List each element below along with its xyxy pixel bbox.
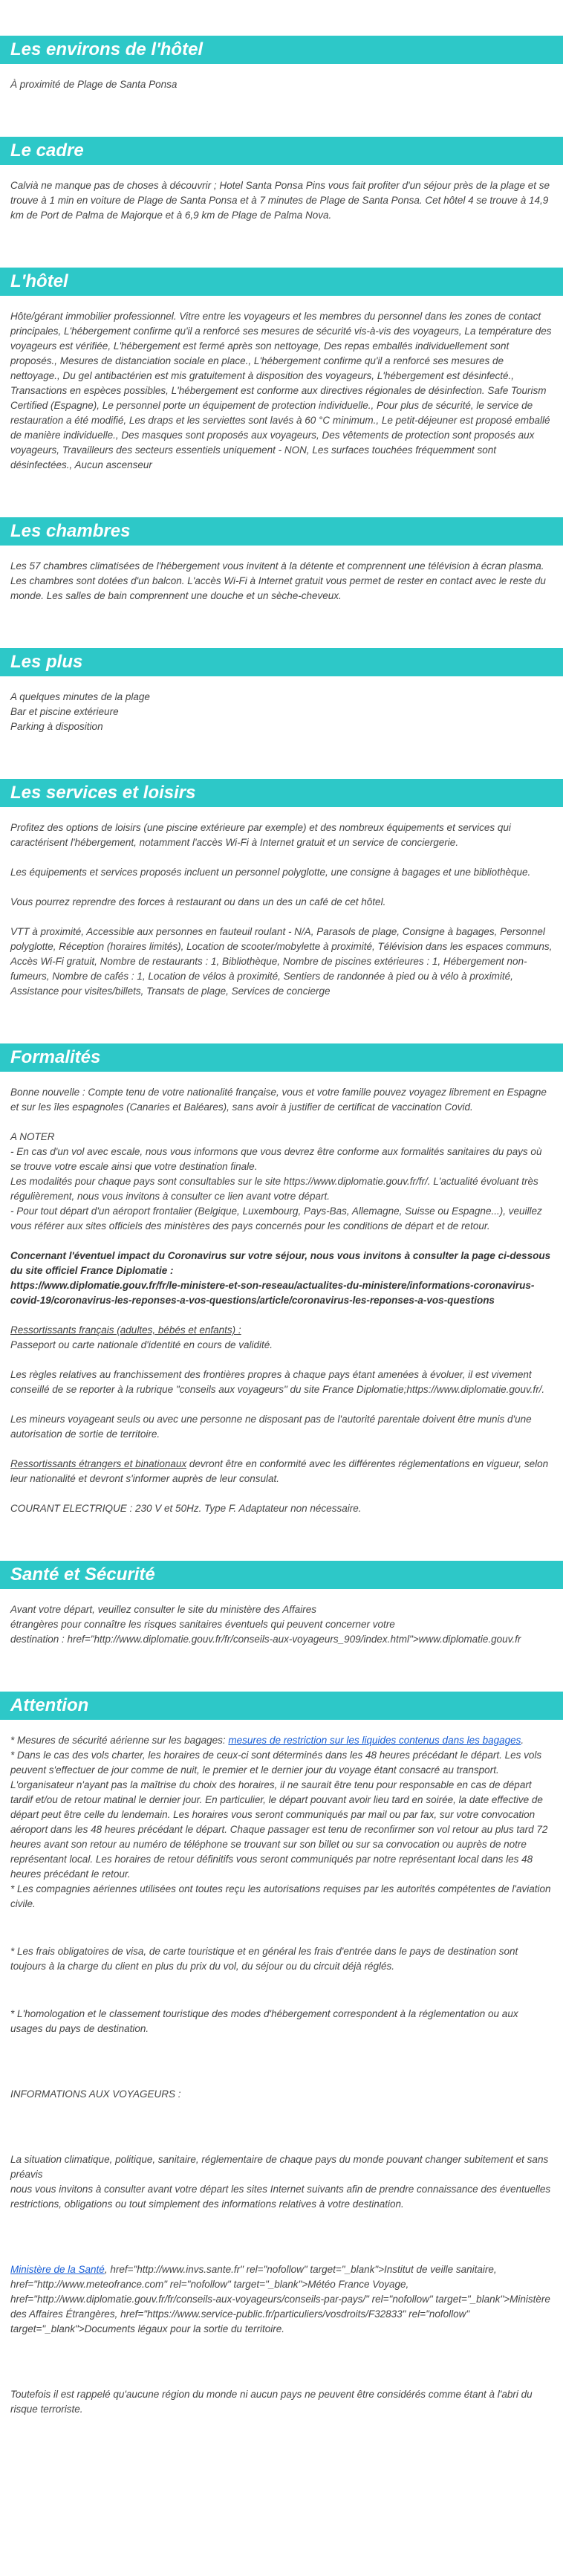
section-chambres <box>0 517 563 603</box>
section-body-formalites <box>0 1085 563 1516</box>
ministere-rest: , href="http://www.invs.sante.fr" rel="nofollow" target="_blank">Institut de veille sanitaire, href="http://www.meteofrance.com" rel="nofollow" target="_blank">Météo France Voyage, href="http://www.diplomatie.gouv.fr/fr/conseils-aux-voyageurs/conseils-par-pays/" rel="nofollow" target="_blank">Ministère des Affaires Étrangères, href="https://www.service-public.fr/particuliers/vosdroits/F32833" rel="nofollow" target="_blank">Documents légaux pour la sortie du territoire. <box>10 2264 550 2334</box>
environs-text: À proximité de Plage de Santa Ponsa <box>10 79 178 90</box>
attention-homologation: * L'homologation et le classement touristique des modes d'hébergement correspondent à la réglementation ou aux usages du pays de destination. <box>10 2008 518 2034</box>
attention-ministere <box>10 2262 553 2337</box>
section-body-plus <box>0 690 563 734</box>
attention-frais: * Les frais obligatoires de visa, de carte touristique et en général les frais d'entrée dans le pays de destination sont toujours à la charge du client en plus du prix du vol, du séjour ou du circuit déjà réglés. <box>10 1946 518 1972</box>
spacer <box>10 2212 553 2262</box>
attention-situation: nous vous invitons à consulter avant votre départ les sites Internet suivants afin de prendre connaissance des éventuelles restrictions, obligations ou tout simplement des informations relatives à votre destination. <box>10 2184 551 2210</box>
formalites-coronavirus <box>10 1249 553 1308</box>
services-paragraph: Profitez des options de loisirs (une piscine extérieure par exemple) et des nombreux équipements et services qui caractérisent l'hébergement, notamment l'accès Wi-Fi à Internet gratuit et un service de conciergerie. <box>10 822 511 848</box>
section-body-attention <box>0 1733 563 2417</box>
attention-bagages <box>10 1733 553 1748</box>
services-paragraph: Les équipements et services proposés incluent un personnel polyglotte, une consigne à bagages et une bibliothèque. <box>10 867 531 878</box>
section-environs <box>0 36 563 92</box>
formalites-ressortissants-etrangers <box>10 1457 553 1486</box>
section-body-cadre <box>0 178 563 223</box>
section-title-chambres: Les chambres <box>0 517 563 546</box>
services-paragraph: Vous pourrez reprendre des forces à restaurant ou dans un des un café de cet hôtel. <box>10 896 386 907</box>
sante-line: Avant votre départ, veuillez consulter le site du ministère des Affaires <box>10 1604 316 1615</box>
attention-situation: La situation climatique, politique, sanitaire, réglementaire de chaque pays du monde pouvant changer subitement et sans préavis <box>10 2154 549 2180</box>
section-plus <box>0 648 563 734</box>
services-paragraph: VTT à proximité, Accessible aux personnes en fauteuil roulant - N/A, Parasols de plage, Consigne à bagages, Personnel polyglotte, Réception (horaires limités), Location de scooter/mobylette à proximité, Télévision dans les espaces communs, Accès Wi-Fi gratuit, Nombre de restaurants : 1, Bibliothèque, Nombre de piscines extérieures : 1, Hébergement non-fumeurs, Nombre de cafés : 1, Location de vélos à proximité, Sentiers de randonnée à pied ou à vélo à proximité, Assistance pour visites/billets, Transats de plage, Services de concierge <box>10 926 553 997</box>
section-title-services: Les services et loisirs <box>0 779 563 807</box>
formalites-courant: COURANT ELECTRIQUE : 230 V et 50Hz. Type F. Adaptateur non nécessaire. <box>10 1503 362 1514</box>
ressortissants-francais-text: Passeport ou carte nationale d'identité en cours de validité. <box>10 1339 273 1350</box>
a-noter-line: - En cas d'un vol avec escale, nous vous informons que vous devrez être conforme aux formalités sanitaires du pays où se trouve votre escale ainsi que votre destination finale. <box>10 1146 542 1172</box>
section-services <box>0 779 563 999</box>
section-body-chambres <box>0 559 563 603</box>
plus-item: Bar et piscine extérieure <box>10 706 119 717</box>
section-attention <box>0 1692 563 2417</box>
section-body-sante <box>0 1602 563 1647</box>
formalites-intro: Bonne nouvelle : Compte tenu de votre nationalité française, vous et votre famille pouvez voyagez librement en Espagne et sur les îles espagnoles (Canaries et Baléares), sans avoir à justifier de certificat de vaccination Covid. <box>10 1087 547 1113</box>
spacer <box>10 1912 553 1944</box>
section-title-attention: Attention <box>0 1692 563 1720</box>
informations-voyageurs-title: INFORMATIONS AUX VOYAGEURS : <box>10 2088 181 2100</box>
page <box>0 36 563 2491</box>
formalites-a-noter <box>10 1130 553 1234</box>
ressortissants-francais-label: Ressortissants français (adultes, bébés et enfants) : <box>10 1324 241 1336</box>
spacer <box>10 2036 553 2087</box>
a-noter-line: - Pour tout départ d'un aéroport frontalier (Belgique, Luxembourg, Pays-Bas, Allemagne, Suisse ou Espagne...), veuillez vous référer aux sites officiels des ministères des pays concernés pour les conditions de départ et de retour. <box>10 1206 542 1232</box>
coronavirus-line: Concernant l'éventuel impact du Coronavirus sur votre séjour, nous vous invitons à consulter la page ci-dessous du site officiel France Diplomatie : <box>10 1250 551 1276</box>
section-formalites <box>0 1043 563 1516</box>
ministere-sante-link[interactable]: Ministère de la Santé <box>10 2264 105 2275</box>
coronavirus-url[interactable]: https://www.diplomatie.gouv.fr/fr/le-ministere-et-son-reseau/actualites-du-ministere/informations-coronavirus-covid-19/coronavirus-les-reponses-a-vos-questions/article/coronavirus-les-reponses-a-vos-questions <box>10 1280 535 1306</box>
attention-terrorisme: Toutefois il est rappelé qu'aucune région du monde ni aucun pays ne peuvent être considérés comme étant à l'abri du risque terroriste. <box>10 2389 533 2415</box>
section-body-services <box>0 821 563 999</box>
section-title-cadre: Le cadre <box>0 137 563 165</box>
cadre-text: Calvià ne manque pas de choses à découvrir ; Hotel Santa Ponsa Pins vous fait profiter d'un séjour près de la plage et se trouve à 1 min en voiture de Plage de Santa Ponsa et à 7 minutes de Plage de Santa Ponsa. Cet hôtel 4 se trouve à 14,9 km de Port de Palma de Majorque et à 6,9 km de Plage de Palma Nova. <box>10 180 550 221</box>
formalites-ressortissants-francais <box>10 1323 553 1353</box>
attention-compagnies: * Les compagnies aériennes utilisées ont toutes reçu les autorisations requises par les autorités compétentes de l'aviation civile. <box>10 1883 551 1909</box>
section-body-hotel <box>0 309 563 473</box>
formalites-regles: Les règles relatives au franchissement des frontières propres à chaque pays étant amenées à évoluer, il est vivement conseillé de se reporter à la rubrique "conseils aux voyageurs" du site France Diplomatie;https://www.diplomatie.gouv.fr/. <box>10 1369 545 1395</box>
sante-line: étrangères pour connaître les risques sanitaires éventuels qui peuvent concerner votre <box>10 1619 395 1630</box>
section-title-plus: Les plus <box>0 648 563 676</box>
a-noter-line: A NOTER <box>10 1131 55 1142</box>
attention-horaires: * Dans le cas des vols charter, les horaires de ceux-ci sont déterminés dans les 48 heures précédant le départ. Les vols peuvent s'effectuer de jour comme de nuit, le premier et le dernier jour du voyage étant consacré au transport. L'organisateur n'ayant pas la maîtrise du choix des horaires, il ne saurait être tenu pour responsable en cas de départ tardif et/ou de retour matinal le dernier jour. En particulier, le départ pouvant avoir lieu tard en soirée, la date effective de départ peut être celle du lendemain. Les horaires vous seront communiqués par mail ou par fax, sur votre convocation aéroport dans les 48 heures précédant le départ. Chaque passager est tenu de reconfirmer son vol retour au plus tard 72 heures avant son retour au numéro de téléphone se trouvant sur son billet ou sur sa convocation ou auprès de notre représentant local. Les horaires de retour définitifs vous seront communiqués par notre représentant local dans les 48 heures précédant le retour. <box>10 1750 548 1880</box>
section-title-formalites: Formalités <box>0 1043 563 1072</box>
section-sante <box>0 1561 563 1647</box>
sante-line: destination : href="http://www.diplomatie.gouv.fr/fr/conseils-aux-voyageurs_909/index.html">www.diplomatie.gouv.fr <box>10 1634 521 1645</box>
section-title-sante: Santé et Sécurité <box>0 1561 563 1589</box>
spacer <box>10 1974 553 2007</box>
hotel-text: Hôte/gérant immobilier professionnel. Vitre entre les voyageurs et les membres du personnel dans les zones de contact principales, L'hébergement confirme qu'il a renforcé ses mesures de sécurité vis-à-vis des voyageurs, La température des voyageurs est vérifiée, L'hébergement est fermé après son nettoyage, Des repas emballés individuellement sont proposés., Mesures de distanciation sociale en place., L'hébergement confirme qu'il a renforcé ses mesures de nettoyage., Du gel antibactérien est mis gratuitement à disposition des voyageurs, L'hébergement est désinfecté., Transactions en espèces possibles, L'hébergement est conforme aux directives régionales de désinfection. Safe Tourism Certified (Espagne), Le personnel porte un équipement de protection individuelle., Pour plus de sécurité, le service de restauration a été modifié, Les draps et les serviettes sont lavés à 60 °C minimum., Le petit-déjeuner est proposé emballé de manière individuelle., Des masques sont proposés aux voyageurs, Des vêtements de protection sont proposés aux voyageurs, Travailleurs des secteurs essentiels uniquement - NON, Les surfaces touchées fréquemment sont désinfectées., Aucun ascenseur <box>10 311 552 470</box>
spacer <box>10 2337 553 2387</box>
plus-item: Parking à disposition <box>10 721 103 732</box>
bagages-prefix: * Mesures de sécurité aérienne sur les bagages: <box>10 1735 229 1746</box>
section-title-hotel: L'hôtel <box>0 268 563 296</box>
section-cadre <box>0 137 563 223</box>
section-body-environs <box>0 77 563 92</box>
ressortissants-etrangers-text: devront être en conformité avec les différentes réglementations en vigueur, selon leur nationalité et devront s'informer auprès de leur consulat. <box>10 1458 549 1484</box>
section-title-environs: Les environs de l'hôtel <box>0 36 563 64</box>
plus-item: A quelques minutes de la plage <box>10 691 150 702</box>
chambres-text: Les 57 chambres climatisées de l'hébergement vous invitent à la détente et comprennent une télévision à écran plasma. Les chambres sont dotées d'un balcon. L'accès Wi-Fi à Internet gratuit vous permet de rester en contact avec le reste du monde. Les salles de bain comprennent une douche et un sèche-cheveux. <box>10 560 546 601</box>
formalites-mineurs: Les mineurs voyageant seuls ou avec une personne ne disposant pas de l'autorité parentale doivent être munis d'une autorisation de sortie de territoire. <box>10 1414 532 1440</box>
ressortissants-etrangers-label: Ressortissants étrangers et binationaux <box>10 1458 187 1469</box>
bagages-restriction-link[interactable]: mesures de restriction sur les liquides contenus dans les bagages <box>228 1735 521 1746</box>
spacer <box>10 2102 553 2152</box>
bagages-suffix: . <box>521 1735 524 1746</box>
a-noter-line: Les modalités pour chaque pays sont consultables sur le site https://www.diplomatie.gouv.fr/fr/. L'actualité évoluant très régulièrement, nous vous invitons à consulter ce lien avant votre départ. <box>10 1176 538 1202</box>
section-hotel <box>0 268 563 473</box>
